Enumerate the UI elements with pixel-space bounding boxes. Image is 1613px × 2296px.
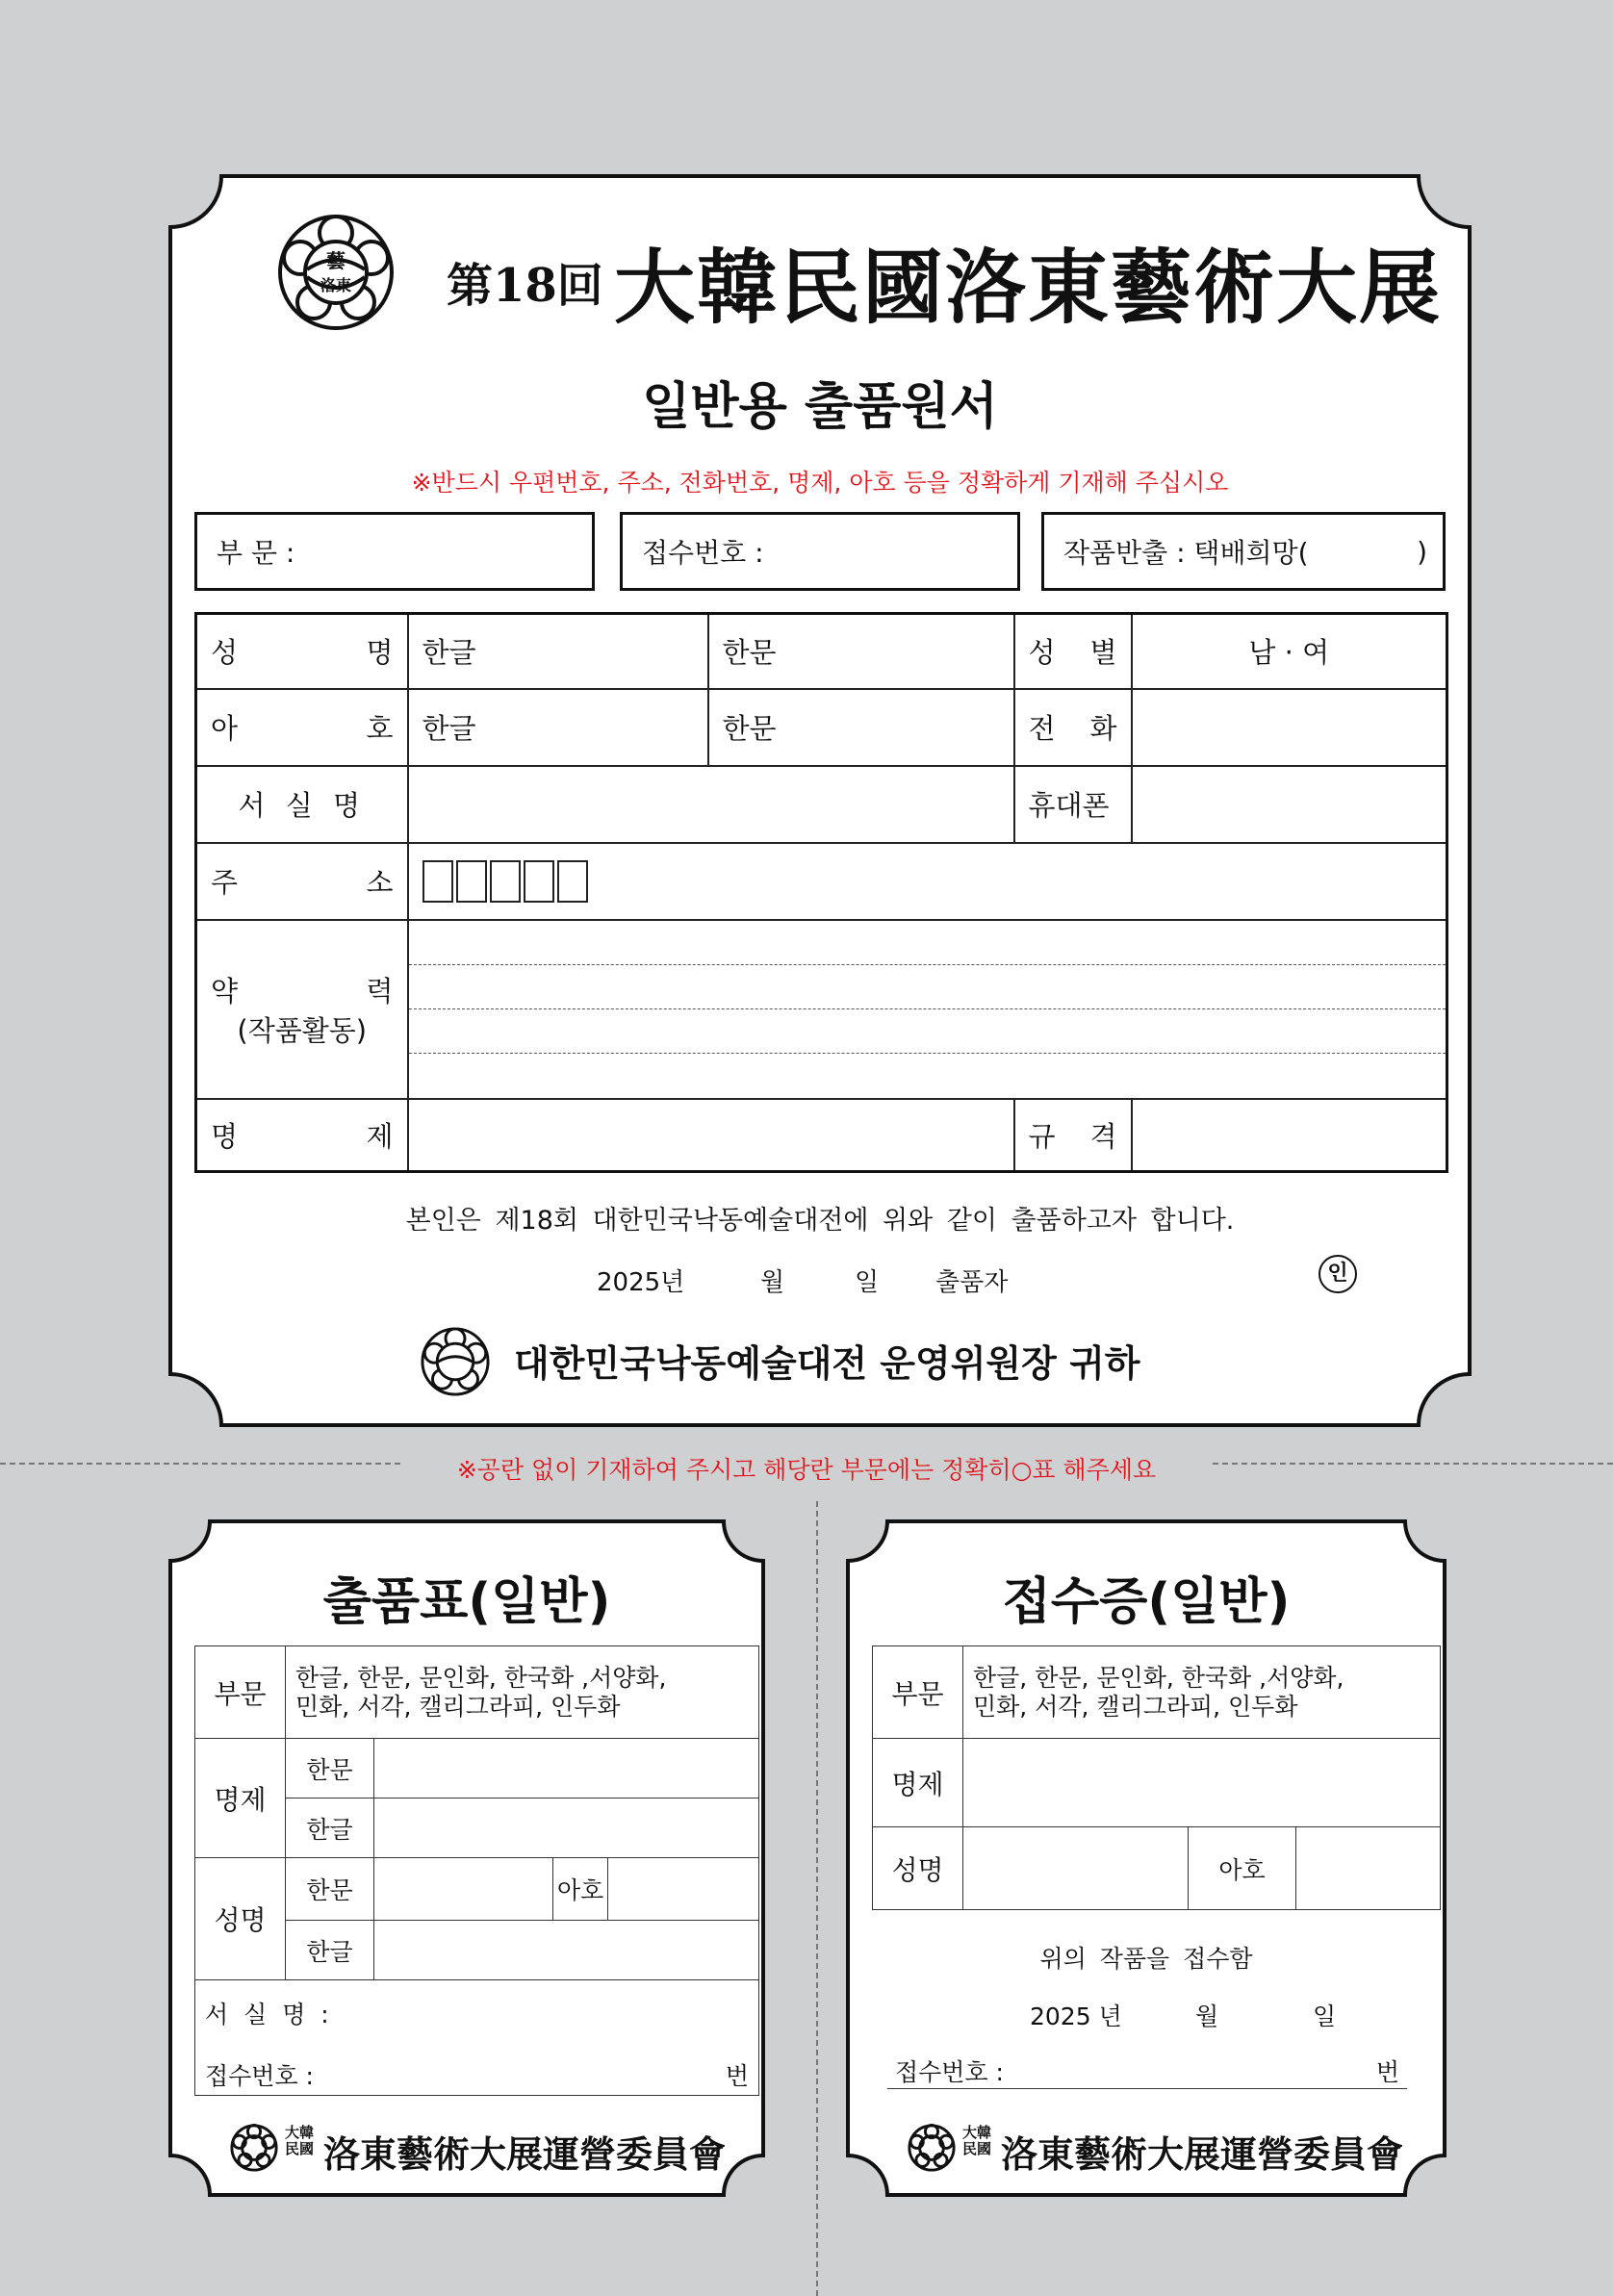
career-field[interactable] [408, 920, 1447, 1099]
ticket-table [194, 1645, 759, 2096]
receipt-date-day: 일 [1313, 2003, 1337, 2030]
ticket-name-hanja-label: 한문 [286, 1858, 374, 1921]
receipt-name-label: 성명 [873, 1827, 963, 1910]
gender-label: 성 별 [1014, 614, 1132, 689]
name-row [196, 614, 1447, 689]
studio-field[interactable] [408, 766, 1014, 843]
work-title-field[interactable] [408, 1099, 1014, 1172]
addressee-text: 대한민국낙동예술대전 운영위원장 귀하 [514, 1342, 1140, 1385]
receipt-number-box[interactable] [620, 512, 1020, 591]
festival-title: 大韓民國洛東藝術大展 [614, 240, 1443, 335]
date-year: 2025년 [597, 1268, 685, 1297]
festival-seal-icon [229, 2123, 279, 2173]
department-label: 부 문 : [217, 537, 295, 569]
receipt-pen-name-label: 아호 [1189, 1827, 1296, 1910]
return-shipping-box[interactable] [1041, 512, 1446, 591]
ticket-title: 출품표(일반) [322, 1573, 611, 1631]
date-day: 일 [855, 1268, 880, 1297]
ticket-work-title-label: 명제 [195, 1739, 286, 1858]
gender-field[interactable]: 남 · 여 [1132, 614, 1447, 689]
seal-text-bottom: 洛東 [320, 276, 352, 294]
cut-line-vertical [816, 1501, 818, 2296]
receipt-table [872, 1645, 1441, 1910]
department-box[interactable] [194, 512, 595, 591]
pen-name-row [196, 689, 1447, 766]
applicant-info-table [194, 612, 1448, 1173]
receipt-name-field[interactable] [963, 1827, 1189, 1910]
name-hangul-field[interactable]: 한글 [408, 614, 708, 689]
pen-name-label: 아 호 [196, 689, 408, 766]
postal-code-box[interactable] [490, 860, 521, 903]
receipt-work-title-label: 명제 [873, 1739, 963, 1827]
receipt-number-label: 접수번호 : [642, 537, 764, 569]
seal-text-top: 藝 [326, 249, 346, 272]
form-notice: ※반드시 우편번호, 주소, 전화번호, 명제, 아호 등을 정확하게 기재해 주십시오 [411, 469, 1229, 497]
receipt-title: 접수증(일반) [1002, 1573, 1291, 1631]
ticket-footer-title: 洛東藝術大展運營委員會 [323, 2132, 727, 2176]
phone-label: 전 화 [1014, 689, 1132, 766]
receipt-footer-korea: 大韓 民國 [962, 2124, 992, 2157]
ticket-name-hangul-field[interactable] [374, 1921, 759, 1980]
address-label: 주 소 [196, 843, 408, 920]
career-label: 약 력 (작품활동) [196, 920, 408, 1099]
ticket-studio-label: 서 실 명 : [205, 2001, 333, 2028]
phone-field[interactable] [1132, 689, 1447, 766]
stamp-mark[interactable]: 인 [1319, 1255, 1357, 1293]
date-month: 월 [760, 1268, 785, 1297]
receipt-dept-label: 부문 [873, 1646, 963, 1739]
ticket-footer-korea: 大韓 民國 [285, 2124, 315, 2157]
name-label: 성 명 [196, 614, 408, 689]
ticket-studio-receipt-cell[interactable] [195, 1980, 759, 2096]
receipt-pen-name-field[interactable] [1296, 1827, 1441, 1910]
receipt-receipt-no-label: 접수번호 : [895, 2058, 1004, 2086]
edition-label: 第18回 [447, 259, 603, 313]
postal-code-box[interactable] [456, 860, 487, 903]
postal-code-box[interactable] [557, 860, 588, 903]
work-title-row [196, 1099, 1447, 1172]
work-title-label: 명 제 [196, 1099, 408, 1172]
form-title: 일반용 출품원서 [642, 378, 998, 436]
entry-ticket-card [167, 1518, 766, 2198]
ticket-pen-name-cell[interactable] [553, 1858, 759, 1921]
career-sub-label: (작품활동) [237, 1013, 368, 1047]
mobile-field[interactable] [1132, 766, 1447, 843]
applicant-label: 출품자 [935, 1268, 1009, 1297]
receipt-date-year: 2025 년 [1030, 2003, 1122, 2030]
receipt-number-suffix: 번 [1375, 2058, 1399, 2086]
size-field[interactable] [1132, 1099, 1447, 1172]
postal-code-box[interactable] [422, 860, 453, 903]
pen-name-hangul-field[interactable]: 한글 [408, 689, 708, 766]
receipt-date-month: 월 [1195, 2003, 1219, 2030]
return-shipping-label: 작품반출 : 택배희망( [1063, 537, 1309, 569]
pen-name-hanja-field[interactable]: 한문 [708, 689, 1014, 766]
declaration-text: 본인은 제18회 대한민국낙동예술대전에 위와 같이 출품하고자 합니다. [405, 1206, 1235, 1236]
festival-seal-icon [420, 1326, 491, 1397]
ticket-name-label: 성명 [195, 1858, 286, 1980]
receipt-work-title-field[interactable] [963, 1739, 1441, 1827]
receipt-dept-options[interactable]: 한글, 한문, 문인화, 한국화 ,서양화, 민화, 서각, 캘리그라피, 인두화 [963, 1646, 1441, 1739]
ticket-name-hangul-label: 한글 [286, 1921, 374, 1980]
career-row [196, 920, 1447, 1099]
ticket-work-hangul-label: 한글 [286, 1799, 374, 1858]
address-field[interactable] [408, 843, 1447, 920]
ticket-number-suffix: 번 [725, 2062, 750, 2090]
receipt-confirm-text: 위의 작품을 접수함 [1039, 1945, 1253, 1973]
receipt-number-line[interactable] [887, 2054, 1407, 2089]
studio-row [196, 766, 1447, 843]
ticket-work-hanja-label: 한문 [286, 1739, 374, 1799]
receipt-card [845, 1518, 1447, 2198]
ticket-work-hangul-field[interactable] [374, 1799, 759, 1858]
ticket-dept-label: 부문 [195, 1646, 286, 1739]
festival-seal-icon [275, 212, 397, 333]
studio-label: 서 실 명 [196, 766, 408, 843]
separator-notice: ※공란 없이 기재하여 주시고 해당란 부문에는 정확히○표 해주세요 [404, 1451, 1209, 1486]
name-hanja-field[interactable]: 한문 [708, 614, 1014, 689]
ticket-receipt-no-label: 접수번호 : [205, 2062, 314, 2090]
return-shipping-close: ) [1417, 535, 1427, 568]
ticket-pen-name-label: 아호 [553, 1858, 608, 1920]
address-row [196, 843, 1447, 920]
application-form-card [167, 173, 1472, 1428]
mobile-label: 휴대폰 [1014, 766, 1132, 843]
ticket-name-hanja-field[interactable] [374, 1858, 553, 1921]
ticket-dept-options[interactable]: 한글, 한문, 문인화, 한국화 ,서양화, 민화, 서각, 캘리그라피, 인두화 [286, 1646, 759, 1739]
festival-seal-icon [907, 2123, 957, 2173]
postal-code-box[interactable] [524, 860, 554, 903]
size-label: 규 격 [1014, 1099, 1132, 1172]
ticket-work-hanja-field[interactable] [374, 1739, 759, 1799]
receipt-footer-title: 洛東藝術大展運營委員會 [1001, 2132, 1404, 2176]
